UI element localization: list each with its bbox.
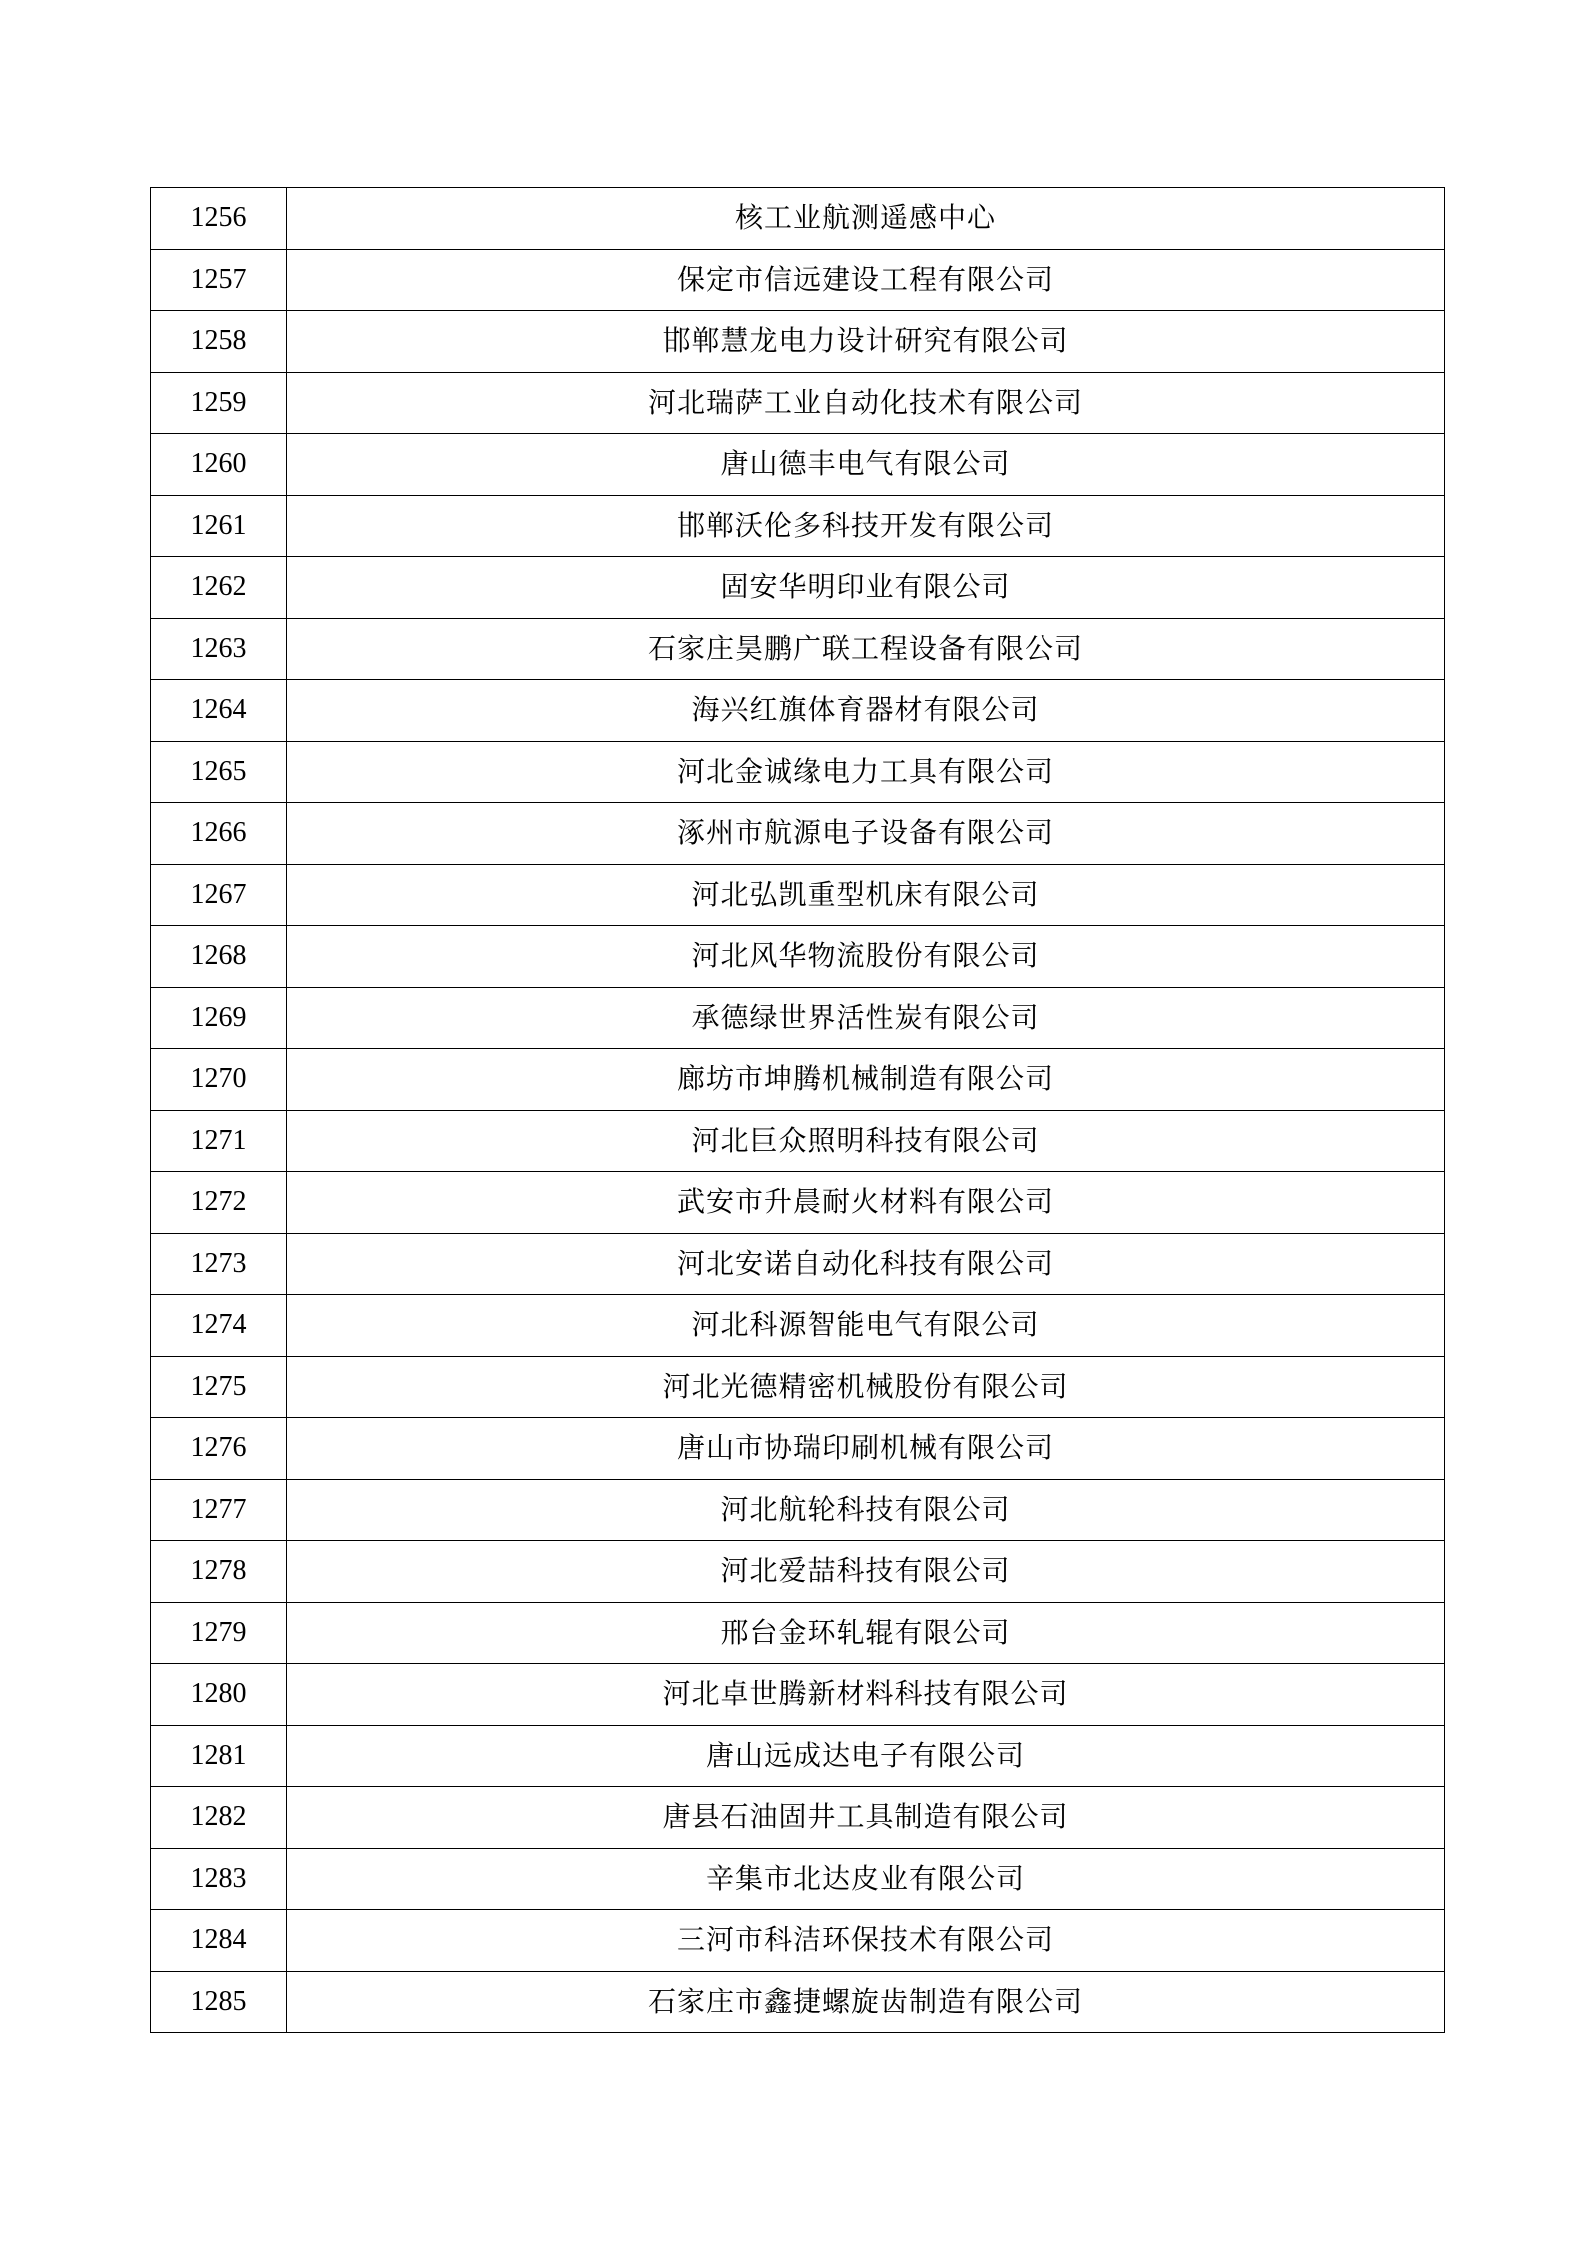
table-row — [151, 864, 1445, 926]
table-row — [151, 1295, 1445, 1357]
row-number-cell: 1273 — [151, 1233, 287, 1295]
company-name-cell: 唐山市协瑞印刷机械有限公司 — [287, 1418, 1445, 1480]
company-name-cell: 河北安诺自动化科技有限公司 — [287, 1233, 1445, 1295]
table-row — [151, 680, 1445, 742]
row-number-cell: 1274 — [151, 1295, 287, 1357]
company-name-cell: 承德绿世界活性炭有限公司 — [287, 987, 1445, 1049]
company-name-cell: 邯郸慧龙电力设计研究有限公司 — [287, 311, 1445, 373]
row-number-cell: 1279 — [151, 1602, 287, 1664]
company-name-cell: 唐县石油固井工具制造有限公司 — [287, 1787, 1445, 1849]
table-body — [151, 188, 1445, 2033]
table-row — [151, 1049, 1445, 1111]
row-number-cell: 1271 — [151, 1110, 287, 1172]
table-row — [151, 557, 1445, 619]
row-number-cell: 1269 — [151, 987, 287, 1049]
row-number-cell: 1258 — [151, 311, 287, 373]
row-number-cell: 1281 — [151, 1725, 287, 1787]
row-number-cell: 1276 — [151, 1418, 287, 1480]
table-row — [151, 1110, 1445, 1172]
company-name-cell: 唐山德丰电气有限公司 — [287, 434, 1445, 496]
company-name-cell: 河北光德精密机械股份有限公司 — [287, 1356, 1445, 1418]
company-name-cell: 河北风华物流股份有限公司 — [287, 926, 1445, 988]
table-row — [151, 1541, 1445, 1603]
row-number-cell: 1264 — [151, 680, 287, 742]
row-number-cell: 1268 — [151, 926, 287, 988]
company-name-cell: 河北卓世腾新材料科技有限公司 — [287, 1664, 1445, 1726]
company-name-cell: 唐山远成达电子有限公司 — [287, 1725, 1445, 1787]
company-name-cell: 石家庄昊鹏广联工程设备有限公司 — [287, 618, 1445, 680]
table-row — [151, 926, 1445, 988]
table-row — [151, 741, 1445, 803]
company-name-cell: 核工业航测遥感中心 — [287, 188, 1445, 250]
row-number-cell: 1283 — [151, 1848, 287, 1910]
row-number-cell: 1270 — [151, 1049, 287, 1111]
row-number-cell: 1272 — [151, 1172, 287, 1234]
table-row — [151, 495, 1445, 557]
row-number-cell: 1285 — [151, 1971, 287, 2033]
table-row — [151, 1356, 1445, 1418]
row-number-cell: 1278 — [151, 1541, 287, 1603]
row-number-cell: 1275 — [151, 1356, 287, 1418]
table-row — [151, 1725, 1445, 1787]
row-number-cell: 1284 — [151, 1910, 287, 1972]
company-name-cell: 河北航轮科技有限公司 — [287, 1479, 1445, 1541]
table-row — [151, 1848, 1445, 1910]
table-row — [151, 1418, 1445, 1480]
row-number-cell: 1262 — [151, 557, 287, 619]
table-row — [151, 434, 1445, 496]
company-name-cell: 邢台金环轧辊有限公司 — [287, 1602, 1445, 1664]
table-row — [151, 618, 1445, 680]
company-name-cell: 河北爱喆科技有限公司 — [287, 1541, 1445, 1603]
company-name-cell: 固安华明印业有限公司 — [287, 557, 1445, 619]
company-name-cell: 涿州市航源电子设备有限公司 — [287, 803, 1445, 865]
row-number-cell: 1267 — [151, 864, 287, 926]
table-row — [151, 1172, 1445, 1234]
row-number-cell: 1257 — [151, 249, 287, 311]
company-name-cell: 邯郸沃伦多科技开发有限公司 — [287, 495, 1445, 557]
row-number-cell: 1263 — [151, 618, 287, 680]
table-row — [151, 987, 1445, 1049]
company-name-cell: 保定市信远建设工程有限公司 — [287, 249, 1445, 311]
table-row — [151, 188, 1445, 250]
table-row — [151, 1664, 1445, 1726]
row-number-cell: 1259 — [151, 372, 287, 434]
table-row — [151, 803, 1445, 865]
row-number-cell: 1266 — [151, 803, 287, 865]
table-row — [151, 1971, 1445, 2033]
company-list-table — [150, 187, 1445, 2033]
table-row — [151, 249, 1445, 311]
company-name-cell: 河北巨众照明科技有限公司 — [287, 1110, 1445, 1172]
table-row — [151, 1233, 1445, 1295]
row-number-cell: 1277 — [151, 1479, 287, 1541]
table-row — [151, 1910, 1445, 1972]
row-number-cell: 1260 — [151, 434, 287, 496]
row-number-cell: 1265 — [151, 741, 287, 803]
row-number-cell: 1256 — [151, 188, 287, 250]
table-row — [151, 311, 1445, 373]
company-name-cell: 武安市升晨耐火材料有限公司 — [287, 1172, 1445, 1234]
table-row — [151, 1787, 1445, 1849]
company-name-cell: 廊坊市坤腾机械制造有限公司 — [287, 1049, 1445, 1111]
company-name-cell: 河北弘凯重型机床有限公司 — [287, 864, 1445, 926]
row-number-cell: 1261 — [151, 495, 287, 557]
company-name-cell: 石家庄市鑫捷螺旋齿制造有限公司 — [287, 1971, 1445, 2033]
company-name-cell: 海兴红旗体育器材有限公司 — [287, 680, 1445, 742]
row-number-cell: 1282 — [151, 1787, 287, 1849]
company-name-cell: 三河市科洁环保技术有限公司 — [287, 1910, 1445, 1972]
table-row — [151, 372, 1445, 434]
company-name-cell: 河北金诚缘电力工具有限公司 — [287, 741, 1445, 803]
company-name-cell: 河北科源智能电气有限公司 — [287, 1295, 1445, 1357]
table-row — [151, 1602, 1445, 1664]
company-name-cell: 辛集市北达皮业有限公司 — [287, 1848, 1445, 1910]
company-name-cell: 河北瑞萨工业自动化技术有限公司 — [287, 372, 1445, 434]
row-number-cell: 1280 — [151, 1664, 287, 1726]
table-row — [151, 1479, 1445, 1541]
